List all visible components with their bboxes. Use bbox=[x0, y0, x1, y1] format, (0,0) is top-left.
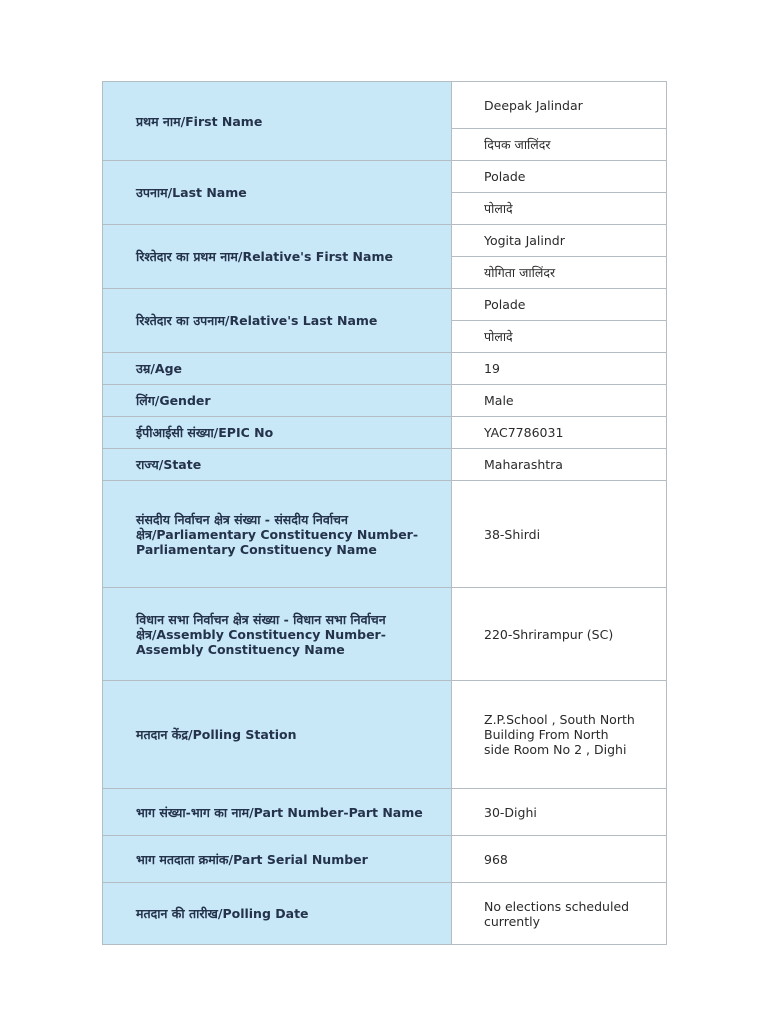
relative-first-name-value-english: Yogita Jalindr bbox=[452, 225, 667, 257]
epic-no-value: YAC7786031 bbox=[452, 417, 667, 449]
relative-first-name-label: रिश्तेदार का प्रथम नाम/Relative's First Name bbox=[103, 225, 452, 289]
relative-last-name-value-english: Polade bbox=[452, 289, 667, 321]
last-name-value-hindi: पोलादे bbox=[452, 193, 667, 225]
first-name-value-hindi: दिपक जालिंदर bbox=[452, 129, 667, 161]
relative-last-name-label: रिश्तेदार का उपनाम/Relative's Last Name bbox=[103, 289, 452, 353]
table-row bbox=[103, 161, 667, 193]
table-row bbox=[103, 449, 667, 481]
polling-date-value: No elections scheduled currently bbox=[452, 883, 667, 945]
gender-label: लिंग/Gender bbox=[103, 385, 452, 417]
voter-details-table bbox=[102, 81, 667, 945]
state-label: राज्य/State bbox=[103, 449, 452, 481]
first-name-value-english: Deepak Jalindar bbox=[452, 82, 667, 129]
part-serial-number-label: भाग मतदाता क्रमांक/Part Serial Number bbox=[103, 836, 452, 883]
parliamentary-constituency-label: संसदीय निर्वाचन क्षेत्र संख्या - संसदीय निर्वाचन क्षेत्र/Parliamentary Constituency Number-Parliamentary Constituency Name bbox=[103, 481, 452, 588]
table-row bbox=[103, 82, 667, 129]
assembly-constituency-label: विधान सभा निर्वाचन क्षेत्र संख्या - विधान सभा निर्वाचन क्षेत्र/Assembly Constituency Number-Assembly Constituency Name bbox=[103, 588, 452, 681]
age-value: 19 bbox=[452, 353, 667, 385]
relative-first-name-value-hindi: योगिता जालिंदर bbox=[452, 257, 667, 289]
state-value: Maharashtra bbox=[452, 449, 667, 481]
gender-value: Male bbox=[452, 385, 667, 417]
table-row bbox=[103, 289, 667, 321]
part-number-value: 30-Dighi bbox=[452, 789, 667, 836]
parliamentary-constituency-value: 38-Shirdi bbox=[452, 481, 667, 588]
last-name-value-english: Polade bbox=[452, 161, 667, 193]
epic-no-label: ईपीआईसी संख्या/EPIC No bbox=[103, 417, 452, 449]
first-name-label: प्रथम नाम/First Name bbox=[103, 82, 452, 161]
table-row bbox=[103, 588, 667, 681]
table-row bbox=[103, 789, 667, 836]
polling-station-value: Z.P.School , South North Building From North side Room No 2 , Dighi bbox=[452, 681, 667, 789]
part-number-label: भाग संख्या-भाग का नाम/Part Number-Part Name bbox=[103, 789, 452, 836]
last-name-label: उपनाम/Last Name bbox=[103, 161, 452, 225]
table-row bbox=[103, 836, 667, 883]
table-row bbox=[103, 385, 667, 417]
table-row bbox=[103, 417, 667, 449]
relative-last-name-value-hindi: पोलादे bbox=[452, 321, 667, 353]
polling-station-label: मतदान केंद्र/Polling Station bbox=[103, 681, 452, 789]
polling-date-label: मतदान की तारीख/Polling Date bbox=[103, 883, 452, 945]
table-row bbox=[103, 225, 667, 257]
age-label: उम्र/Age bbox=[103, 353, 452, 385]
table-row bbox=[103, 681, 667, 789]
assembly-constituency-value: 220-Shrirampur (SC) bbox=[452, 588, 667, 681]
table-row bbox=[103, 353, 667, 385]
part-serial-number-value: 968 bbox=[452, 836, 667, 883]
table-row bbox=[103, 883, 667, 945]
table-row bbox=[103, 481, 667, 588]
